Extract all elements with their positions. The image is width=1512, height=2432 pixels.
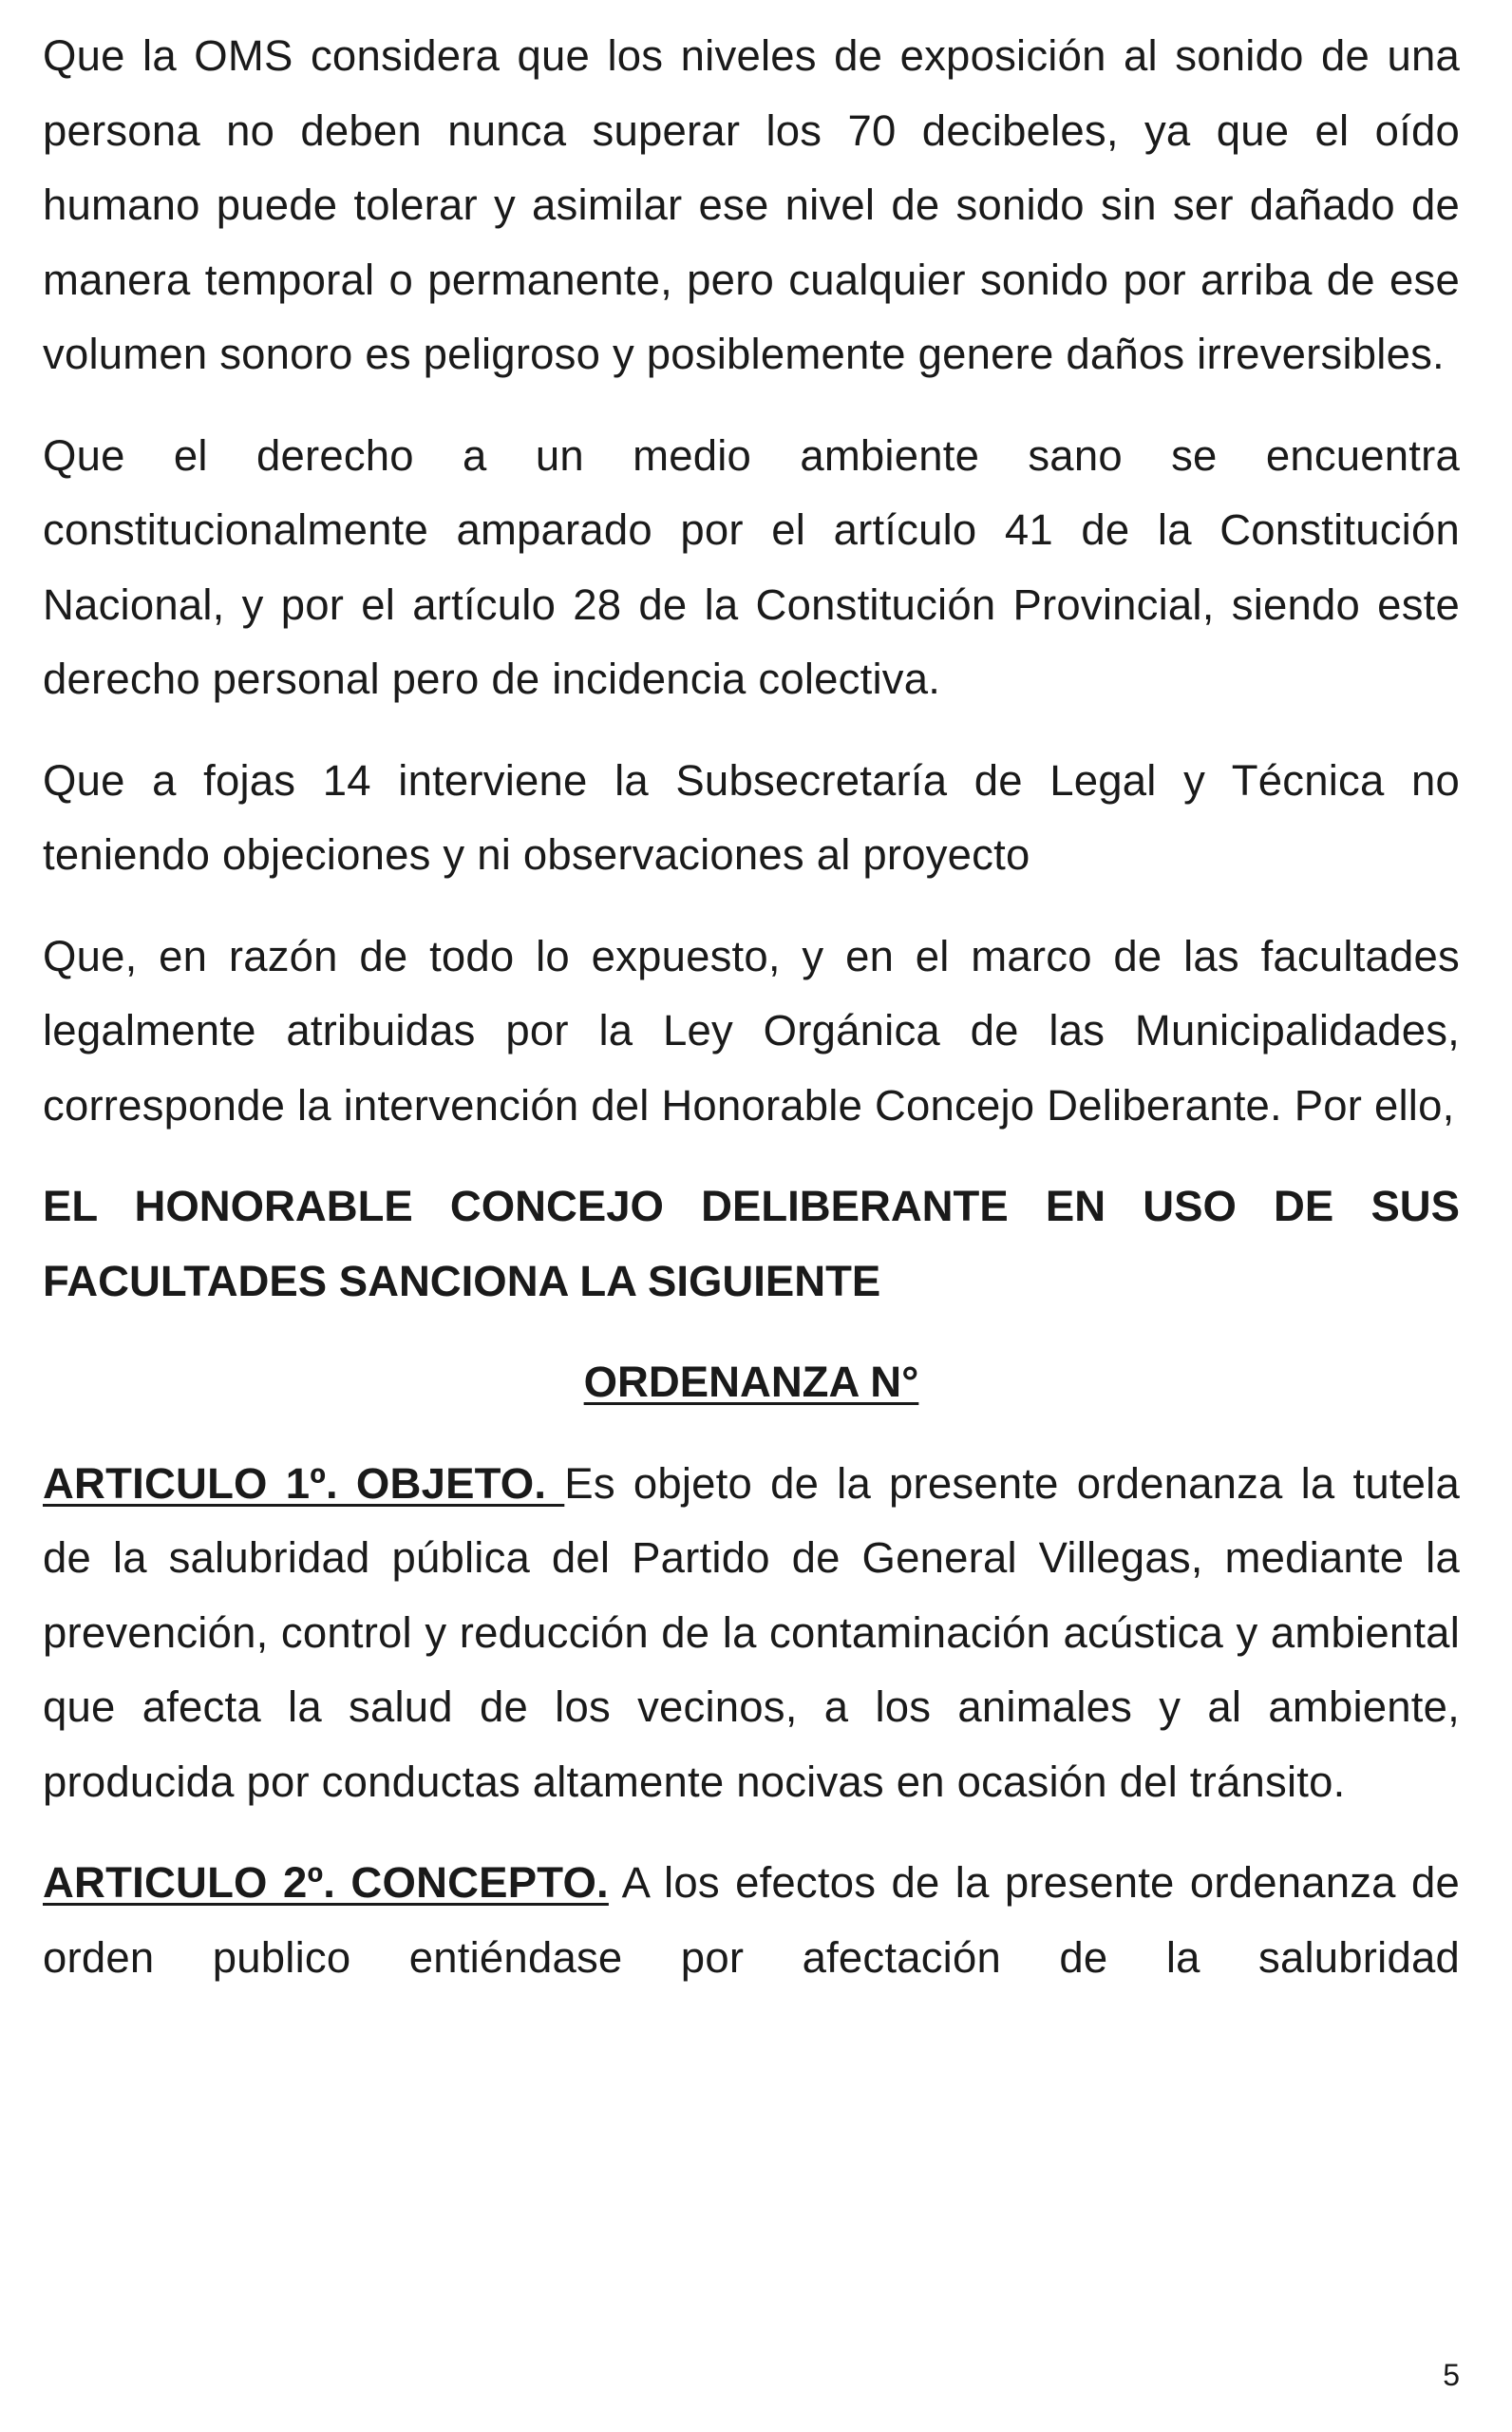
page-number: 5 [1443,2358,1460,2392]
ordinance-title [43,1345,1460,1420]
article-2-label: ARTICULO 2º. CONCEPTO. [43,1858,609,1907]
article-1-label: ARTICULO 1º. OBJETO. [43,1458,565,1508]
ordinance-title-text: ORDENANZA N° [583,1358,919,1406]
article-1 [43,1447,1460,1820]
paragraph-expuesto: Que, en razón de todo lo expuesto, y en el marco de las facultades legalmente atribuidas por la Ley Orgánica de las Municipalidades, corresponde la intervención del Honorable Concejo Deliberante. Por ello, [43,931,1460,1130]
article-2-text: A los efectos de la presente ordenanza de orden publico entiéndase por afectación de la salubridad [43,1858,1460,1982]
paragraph-derecho: Que el derecho a un medio ambiente sano se encuentra constitucionalmente amparado por el artículo 41 de la Constitución Nacional, y por el artículo 28 de la Constitución Provincial, siendo este derecho personal pero de incidencia colectiva. [43,430,1460,703]
paragraph-oms: Que la OMS considera que los niveles de exposición al sonido de una persona no deben nunca superar los 70 decibeles, ya que el oído humano puede tolerar y asimilar ese nivel de sonido sin ser dañado de manera temporal o permanente, pero cualquier sonido por arriba de ese volumen sonoro es peligroso y posiblemente genere daños irreversibles. [43,31,1460,378]
article-2 [43,1846,1460,1995]
document-page [43,19,1460,2022]
article-1-text: Es objeto de la presente ordenanza la tutela de la salubridad pública del Partido de General Villegas, mediante la prevención, control y reducción de la contaminación acústica y ambiental que afecta la salud de los vecinos, a los animales y al ambiente, producida por conductas altamente nocivas en ocasión del tránsito. [43,1458,1460,1806]
paragraph-fojas: Que a fojas 14 interviene la Subsecretaría de Legal y Técnica no teniendo objeciones y ni observaciones al proyecto [43,755,1460,879]
sanction-heading: EL HONORABLE CONCEJO DELIBERANTE EN USO DE SUS FACULTADES SANCIONA LA SIGUIENTE [43,1182,1460,1305]
